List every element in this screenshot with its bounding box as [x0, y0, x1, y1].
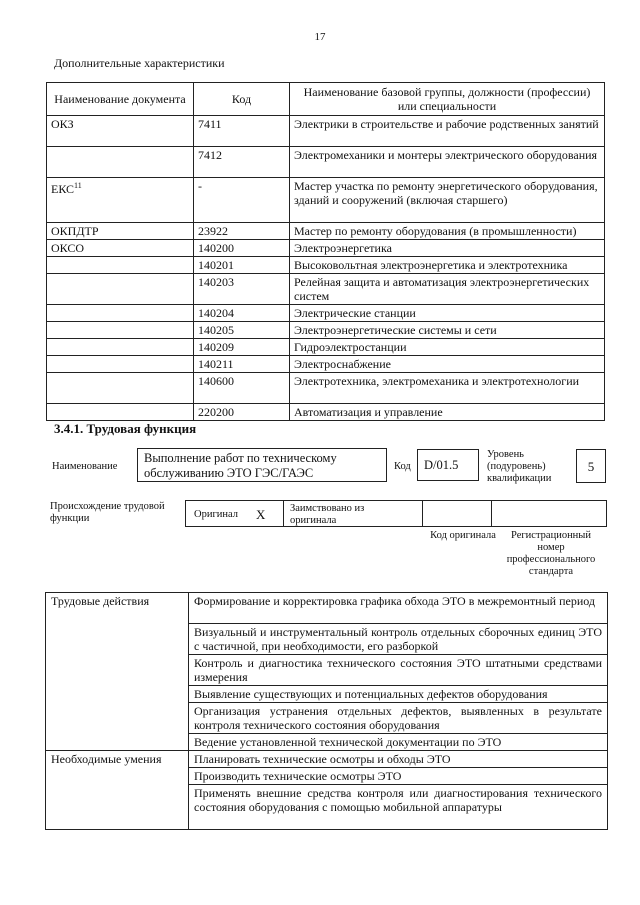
name-cell: Электромеханики и монтеры электрического оборудования [290, 147, 605, 178]
doc-cell: ОКСО [47, 240, 194, 257]
table-row [47, 223, 605, 240]
code-label: Код [394, 461, 411, 472]
origin-label: Происхождение трудовой функции [50, 501, 165, 524]
doc-cell [47, 305, 194, 322]
table-row [47, 339, 605, 356]
table-header-row [47, 83, 605, 116]
doc-cell: ОКПДТР [47, 223, 194, 240]
doc-cell [47, 178, 194, 223]
action-item: Выявление существующих и потенциальных дефектов оборудования [189, 686, 608, 703]
table-row [47, 178, 605, 223]
skill-item: Планировать технические осмотры и обходы ЭТО [189, 751, 608, 768]
doc-text: ЕКС [51, 182, 75, 196]
table-row [47, 257, 605, 274]
actions-label-cell: Трудовые действия [46, 593, 189, 751]
doc-cell [47, 274, 194, 305]
code-cell: 140600 [194, 373, 290, 404]
level-label: Уровень (подуровень) квалификации [487, 449, 552, 484]
doc-cell [47, 373, 194, 404]
name-cell: Электротехника, электромеханика и электротехнологии [290, 373, 605, 404]
table-row [47, 116, 605, 147]
name-cell: Релейная защита и автоматизация электроэнергетических систем [290, 274, 605, 305]
labor-functions-table [45, 592, 608, 830]
registration-number-caption: Регистрационный номер профессионального стандарта [506, 530, 596, 577]
divider [422, 500, 423, 527]
original-mark: X [256, 507, 266, 522]
code-cell: 140211 [194, 356, 290, 373]
table-row [46, 593, 608, 624]
code-cell: 220200 [194, 404, 290, 421]
table-row [46, 751, 608, 768]
borrowed-label: Заимствовано из оригинала [290, 503, 365, 526]
action-item: Визуальный и инструментальный контроль отдельных сборочных единиц ЭТО с частичной, при необходимости, его разборкой [189, 624, 608, 655]
original-code-caption: Код оригинала [430, 530, 496, 541]
code-cell: 140203 [194, 274, 290, 305]
action-item: Формирование и корректировка графика обхода ЭТО в межремонтный период [189, 593, 608, 624]
code-cell: - [194, 178, 290, 223]
name-cell: Электроэнергетика [290, 240, 605, 257]
name-cell: Автоматизация и управление [290, 404, 605, 421]
name-cell: Электроэнергетические системы и сети [290, 322, 605, 339]
skills-label-cell: Необходимые умения [46, 751, 189, 830]
code-cell: 7412 [194, 147, 290, 178]
doc-cell: ОКЗ [47, 116, 194, 147]
table-row [47, 305, 605, 322]
name-cell: Электрики в строительстве и рабочие родственных занятий [290, 116, 605, 147]
code-cell: 140205 [194, 322, 290, 339]
additional-characteristics-title: Дополнительные характеристики [54, 56, 225, 70]
name-cell: Электроснабжение [290, 356, 605, 373]
table-row [47, 274, 605, 305]
origin-row [185, 500, 607, 527]
table-row [47, 240, 605, 257]
code-cell: 140204 [194, 305, 290, 322]
action-item: Ведение установленной технической документации по ЭТО [189, 734, 608, 751]
section-heading: 3.4.1. Трудовая функция [54, 421, 197, 436]
action-item: Контроль и диагностика технического состояния ЭТО штатными средствами измерения [189, 655, 608, 686]
doc-cell [47, 322, 194, 339]
additional-characteristics-table [46, 82, 605, 421]
function-name-box: Выполнение работ по техническому обслуживанию ЭТО ГЭС/ГАЭС [137, 448, 387, 482]
divider [491, 500, 492, 527]
code-cell: 140200 [194, 240, 290, 257]
name-label: Наименование [52, 461, 118, 472]
doc-cell [47, 404, 194, 421]
skill-item: Применять внешние средства контроля или диагностирования технического состояния оборудования с помощью мобильной аппаратуры [189, 785, 608, 830]
doc-cell [47, 257, 194, 274]
header-code: Код [194, 83, 290, 116]
doc-cell [47, 339, 194, 356]
table-row [47, 373, 605, 404]
name-cell: Гидроэлектростанции [290, 339, 605, 356]
name-cell: Мастер по ремонту оборудования (в промышленности) [290, 223, 605, 240]
footnote-mark: 11 [74, 181, 82, 190]
name-cell: Электрические станции [290, 305, 605, 322]
name-cell: Высоковольтная электроэнергетика и электротехника [290, 257, 605, 274]
code-cell: 23922 [194, 223, 290, 240]
code-cell: 7411 [194, 116, 290, 147]
code-cell: 140201 [194, 257, 290, 274]
original-label: Оригинал [194, 509, 238, 520]
divider [283, 500, 284, 527]
table-row [47, 356, 605, 373]
level-box: 5 [576, 449, 606, 483]
page-number: 17 [314, 31, 326, 43]
doc-cell [47, 147, 194, 178]
name-cell: Мастер участка по ремонту энергетического оборудования, зданий и сооружений (включая старшего) [290, 178, 605, 223]
code-cell: 140209 [194, 339, 290, 356]
header-document: Наименование документа [47, 83, 194, 116]
header-group-name: Наименование базовой группы, должности (профессии) или специальности [290, 83, 605, 116]
function-code-box: D/01.5 [417, 449, 479, 481]
table-row [47, 404, 605, 421]
skill-item: Производить технические осмотры ЭТО [189, 768, 608, 785]
doc-cell [47, 356, 194, 373]
action-item: Организация устранения отдельных дефектов, выявленных в результате контроля технического состояния оборудования [189, 703, 608, 734]
table-row [47, 147, 605, 178]
table-row [47, 322, 605, 339]
